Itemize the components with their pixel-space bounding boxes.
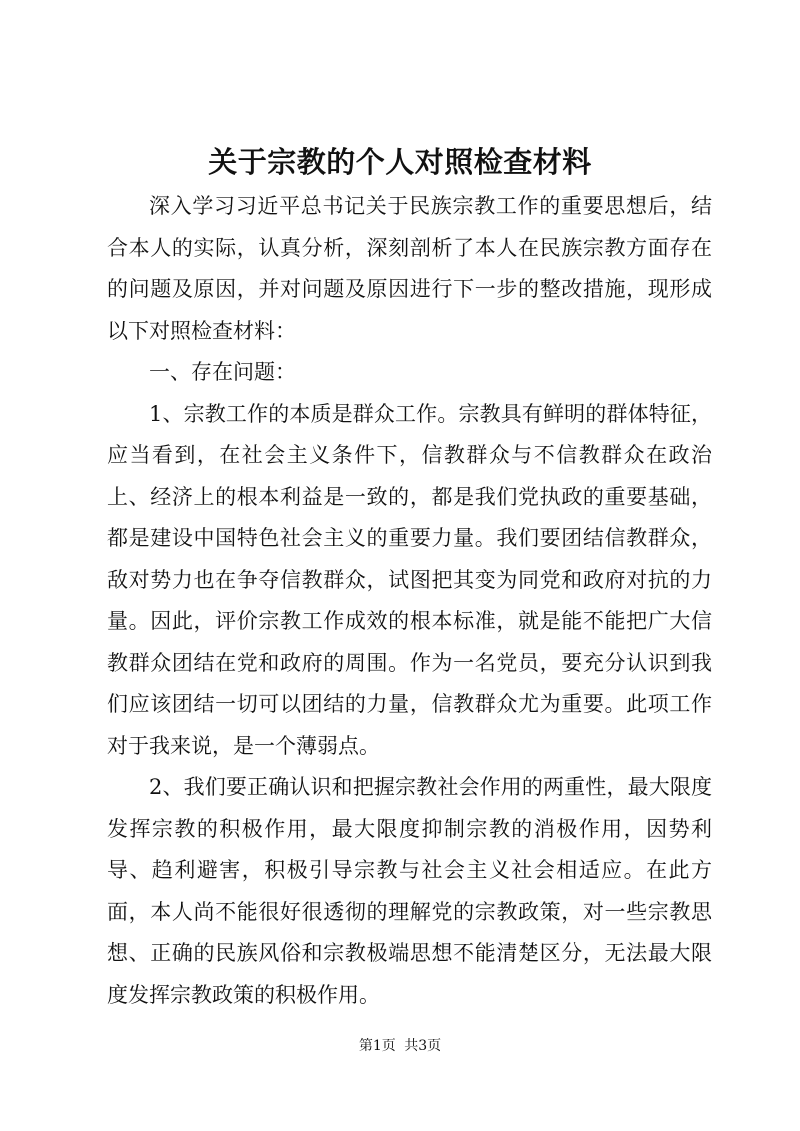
document-title: 关于宗教的个人对照检查材料 — [208, 145, 592, 179]
intro-paragraph: 深入学习习近平总书记关于民族宗教工作的重要思想后，结合本人的实际，认真分析，深刻剖析了本人在民族宗教方面存在的问题及原因，并对问题及原因进行下一步的整改措施，现形成以下对照检查材料： — [107, 194, 712, 343]
page-total: 共3页 — [404, 1038, 442, 1054]
page-number: 第1页 — [358, 1038, 396, 1054]
issue-paragraph-2: 2、我们要正确认识和把握宗教社会作用的两重性，最大限度发挥宗教的积极作用，最大限度抑制宗教的消极作用，因势利导、趋利避害，积极引导宗教与社会主义社会相适应。在此方面，本人尚不能很好很透彻的理解党的宗教政策，对一些宗教思想、正确的民族风俗和宗教极端思想不能清楚区分，无法最大限度发挥宗教政策的积极作用。 — [107, 775, 712, 1007]
issue-paragraph-1: 1、宗教工作的本质是群众工作。宗教具有鲜明的群体特征，应当看到，在社会主义条件下，信教群众与不信教群众在政治上、经济上的根本利益是一致的，都是我们党执政的重要基础，都是建设中国特色社会主义的重要力量。我们要团结信教群众，敌对势力也在争夺信教群众，试图把其变为同党和政府对抗的力量。因此，评价宗教工作成效的根本标准，就是能不能把广大信教群众团结在党和政府的周围。作为一名党员，要充分认识到我们应该团结一切可以团结的力量，信教群众尤为重要。此项工作对于我来说，是一个薄弱点。 — [107, 401, 712, 758]
page-footer — [0, 1036, 800, 1056]
section-heading: 一、存在问题： — [149, 360, 296, 384]
document-body — [107, 186, 712, 1016]
